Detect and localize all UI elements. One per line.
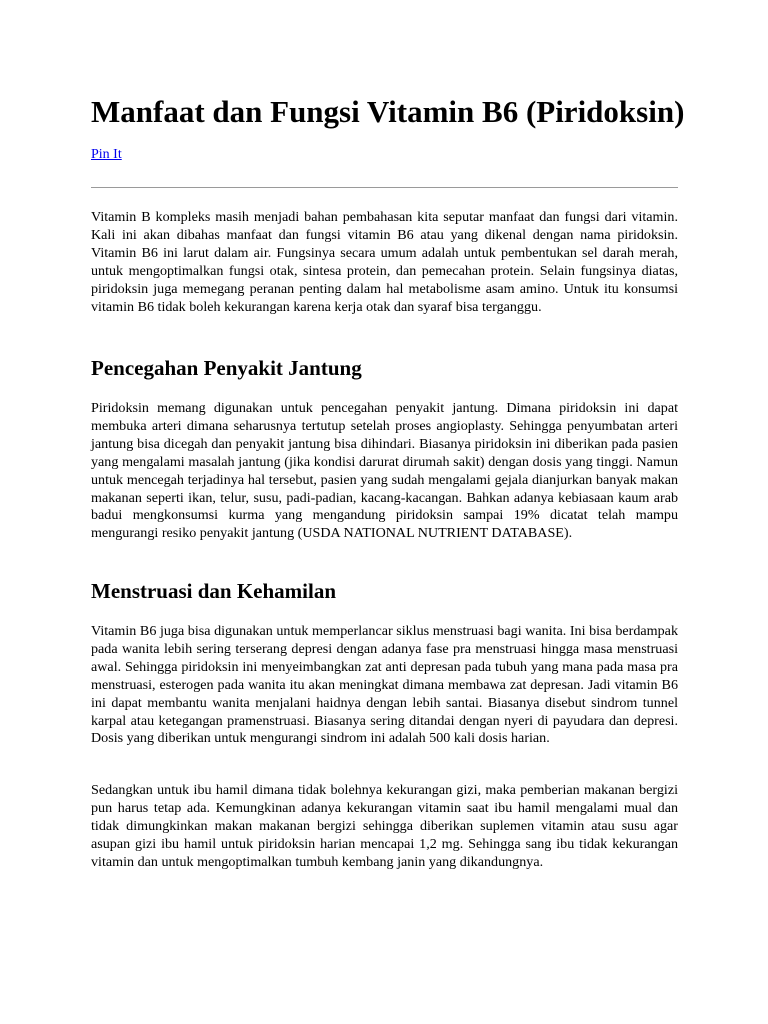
page-title: Manfaat dan Fungsi Vitamin B6 (Piridoksin) xyxy=(91,94,685,129)
section-heading-jantung: Pencegahan Penyakit Jantung xyxy=(91,356,362,380)
divider xyxy=(91,187,678,188)
pin-it-link[interactable]: Pin It xyxy=(91,147,122,162)
section-heading-menstruasi: Menstruasi dan Kehamilan xyxy=(91,579,337,603)
paragraph-menstruasi: Vitamin B6 juga bisa digunakan untuk memperlancar siklus menstruasi bagi wanita. Ini bisa berdampak pada wanita lebih sering terserang depresi dengan adanya fase pra menstruasi hingga masa menstruasi awal. Sehingga piridoksin ini menyeimbangkan zat anti depresan pada tubuh yang mana pada masa pra menstruasi, esterogen pada wanita itu akan meningkat dimana membawa zat depresan. Jadi vitamin B6 ini dapat membantu wanita menjalani haidnya dengan lebih santai. Biasanya disebut sindrom tunnel karpal atau ketegangan pramenstruasi. Biasanya sering ditandai dengan nyeri di payudara dan depresi. Dosis yang diberikan untuk mengurangi sindrom ini adalah 500 kali dosis harian. xyxy=(91,623,678,747)
intro-paragraph: Vitamin B kompleks masih menjadi bahan pembahasan kita seputar manfaat dan fungsi dari vitamin. Kali ini akan dibahas manfaat dan fungsi vitamin B6 atau yang dikenal dengan nama piridoksin. Vitamin B6 ini larut dalam air. Fungsinya secara umum adalah untuk pembentukan sel darah merah, untuk mengoptimalkan fungsi otak, sintesa protein, dan pemecahan protein. Selain fungsinya diatas, piridoksin juga memegang peranan penting dalam hal metabolisme asam amino. Untuk itu konsumsi vitamin B6 tidak boleh kekurangan karena kerja otak dan syaraf bisa terganggu. xyxy=(91,209,678,315)
paragraph-kehamilan: Sedangkan untuk ibu hamil dimana tidak bolehnya kekurangan gizi, maka pemberian makanan bergizi pun harus tetap ada. Kemungkinan adanya kekurangan vitamin saat ibu hamil mengalami mual dan tidak dimungkinkan makan makanan bergizi sehingga diberikan suplemen vitamin atau susu agar asupan gizi ibu hamil untuk piridoksin harian mencapai 1,2 mg. Sehingga sang ibu tidak kekurangan vitamin dan untuk mengoptimalkan tumbuh kembang janin yang dikandungnya. xyxy=(91,782,678,870)
paragraph-jantung: Piridoksin memang digunakan untuk pencegahan penyakit jantung. Dimana piridoksin ini dapat membuka arteri dimana seharusnya tertutup setelah proses angioplasty. Sehingga penyumbatan arteri jantung bisa dicegah dan penyakit jantung bisa dihindari. Biasanya piridoksin ini diberikan pada pasien yang mengalami masalah jantung (jika kondisi darurat dirumah sakit) dengan dosis yang tinggi. Namun untuk mencegah terjadinya hal tersebut, pasien yang sudah mengalami gejala dianjurkan banyak makan makanan seperti ikan, telur, susu, padi-padian, kacang-kacangan. Bahkan adanya kebiasaan kaum arab badui mengkonsumsi kurma yang mengandung piridoksin sampai 19% dicatat telah mampu mengurangi resiko penyakit jantung (USDA NATIONAL NUTRIENT DATABASE). xyxy=(91,400,678,542)
